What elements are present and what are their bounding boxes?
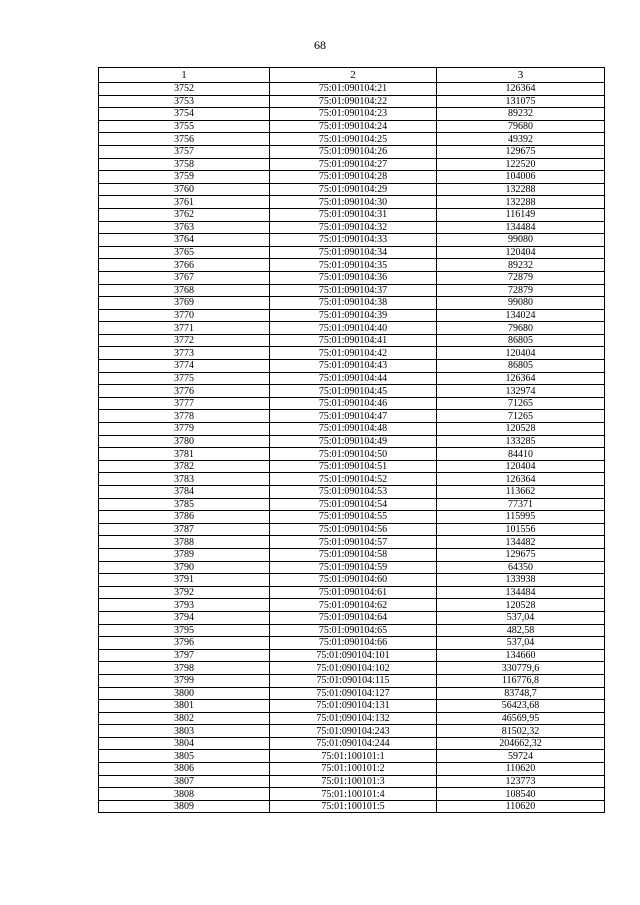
value-cell: 120404 bbox=[437, 246, 605, 259]
row-number-cell: 3781 bbox=[99, 448, 270, 461]
value-cell: 56423,68 bbox=[437, 700, 605, 713]
table-row bbox=[99, 662, 605, 675]
cadastral-number-cell: 75:01:090104:60 bbox=[270, 574, 437, 587]
value-cell: 133285 bbox=[437, 435, 605, 448]
row-number-cell: 3796 bbox=[99, 637, 270, 650]
table-row bbox=[99, 498, 605, 511]
value-cell: 123773 bbox=[437, 775, 605, 788]
value-cell: 126364 bbox=[437, 372, 605, 385]
table-row bbox=[99, 448, 605, 461]
value-cell: 132288 bbox=[437, 196, 605, 209]
cadastral-number-cell: 75:01:090104:45 bbox=[270, 385, 437, 398]
row-number-cell: 3763 bbox=[99, 221, 270, 234]
value-cell: 126364 bbox=[437, 473, 605, 486]
table-row bbox=[99, 473, 605, 486]
table-row bbox=[99, 637, 605, 650]
cadastral-number-cell: 75:01:100101:3 bbox=[270, 775, 437, 788]
cadastral-number-cell: 75:01:090104:40 bbox=[270, 322, 437, 335]
table-row bbox=[99, 120, 605, 133]
row-number-cell: 3797 bbox=[99, 649, 270, 662]
table-row bbox=[99, 725, 605, 738]
value-cell: 134024 bbox=[437, 309, 605, 322]
value-cell: 115995 bbox=[437, 511, 605, 524]
table-body bbox=[99, 83, 605, 813]
cadastral-number-cell: 75:01:090104:64 bbox=[270, 611, 437, 624]
cadastral-number-cell: 75:01:090104:62 bbox=[270, 599, 437, 612]
value-cell: 113662 bbox=[437, 486, 605, 499]
row-number-cell: 3770 bbox=[99, 309, 270, 322]
cadastral-number-cell: 75:01:090104:102 bbox=[270, 662, 437, 675]
row-number-cell: 3757 bbox=[99, 145, 270, 158]
value-cell: 64350 bbox=[437, 561, 605, 574]
table-row bbox=[99, 360, 605, 373]
value-cell: 72879 bbox=[437, 271, 605, 284]
row-number-cell: 3772 bbox=[99, 334, 270, 347]
cadastral-number-cell: 75:01:090104:42 bbox=[270, 347, 437, 360]
cadastral-number-cell: 75:01:090104:41 bbox=[270, 334, 437, 347]
cadastral-number-cell: 75:01:090104:127 bbox=[270, 687, 437, 700]
column-header-2: 2 bbox=[270, 68, 437, 83]
table-row bbox=[99, 435, 605, 448]
value-cell: 116776,8 bbox=[437, 674, 605, 687]
value-cell: 71265 bbox=[437, 397, 605, 410]
table-row bbox=[99, 548, 605, 561]
cadastral-number-cell: 75:01:090104:35 bbox=[270, 259, 437, 272]
table-row bbox=[99, 372, 605, 385]
table-row bbox=[99, 334, 605, 347]
table-row bbox=[99, 750, 605, 763]
value-cell: 134660 bbox=[437, 649, 605, 662]
row-number-cell: 3760 bbox=[99, 183, 270, 196]
row-number-cell: 3768 bbox=[99, 284, 270, 297]
cadastral-number-cell: 75:01:090104:33 bbox=[270, 234, 437, 247]
header-row bbox=[99, 68, 605, 83]
cadastral-number-cell: 75:01:090104:56 bbox=[270, 523, 437, 536]
row-number-cell: 3762 bbox=[99, 208, 270, 221]
data-table bbox=[98, 67, 605, 813]
row-number-cell: 3789 bbox=[99, 548, 270, 561]
value-cell: 83748,7 bbox=[437, 687, 605, 700]
cadastral-number-cell: 75:01:100101:5 bbox=[270, 800, 437, 813]
value-cell: 89232 bbox=[437, 108, 605, 121]
value-cell: 84410 bbox=[437, 448, 605, 461]
value-cell: 86805 bbox=[437, 360, 605, 373]
cadastral-number-cell: 75:01:090104:34 bbox=[270, 246, 437, 259]
table-row bbox=[99, 133, 605, 146]
row-number-cell: 3778 bbox=[99, 410, 270, 423]
table-row bbox=[99, 737, 605, 750]
table-row bbox=[99, 171, 605, 184]
row-number-cell: 3787 bbox=[99, 523, 270, 536]
cadastral-number-cell: 75:01:090104:46 bbox=[270, 397, 437, 410]
cadastral-number-cell: 75:01:100101:4 bbox=[270, 788, 437, 801]
row-number-cell: 3765 bbox=[99, 246, 270, 259]
value-cell: 77371 bbox=[437, 498, 605, 511]
table-row bbox=[99, 486, 605, 499]
table-row bbox=[99, 611, 605, 624]
table-row bbox=[99, 763, 605, 776]
row-number-cell: 3769 bbox=[99, 297, 270, 310]
cadastral-number-cell: 75:01:090104:43 bbox=[270, 360, 437, 373]
cadastral-number-cell: 75:01:090104:132 bbox=[270, 712, 437, 725]
value-cell: 120404 bbox=[437, 347, 605, 360]
value-cell: 126364 bbox=[437, 83, 605, 96]
row-number-cell: 3799 bbox=[99, 674, 270, 687]
table-row bbox=[99, 624, 605, 637]
row-number-cell: 3759 bbox=[99, 171, 270, 184]
cadastral-number-cell: 75:01:090104:25 bbox=[270, 133, 437, 146]
cadastral-number-cell: 75:01:090104:38 bbox=[270, 297, 437, 310]
value-cell: 131075 bbox=[437, 95, 605, 108]
value-cell: 133938 bbox=[437, 574, 605, 587]
value-cell: 129675 bbox=[437, 548, 605, 561]
table-row bbox=[99, 158, 605, 171]
cadastral-number-cell: 75:01:090104:44 bbox=[270, 372, 437, 385]
cadastral-number-cell: 75:01:090104:36 bbox=[270, 271, 437, 284]
cadastral-number-cell: 75:01:090104:59 bbox=[270, 561, 437, 574]
table-row bbox=[99, 397, 605, 410]
row-number-cell: 3767 bbox=[99, 271, 270, 284]
row-number-cell: 3776 bbox=[99, 385, 270, 398]
cadastral-number-cell: 75:01:090104:66 bbox=[270, 637, 437, 650]
row-number-cell: 3775 bbox=[99, 372, 270, 385]
table-row bbox=[99, 599, 605, 612]
table-row bbox=[99, 297, 605, 310]
value-cell: 101556 bbox=[437, 523, 605, 536]
value-cell: 79680 bbox=[437, 120, 605, 133]
value-cell: 120404 bbox=[437, 460, 605, 473]
cadastral-number-cell: 75:01:090104:58 bbox=[270, 548, 437, 561]
table-row bbox=[99, 536, 605, 549]
row-number-cell: 3752 bbox=[99, 83, 270, 96]
cadastral-number-cell: 75:01:090104:115 bbox=[270, 674, 437, 687]
cadastral-number-cell: 75:01:090104:61 bbox=[270, 586, 437, 599]
row-number-cell: 3755 bbox=[99, 120, 270, 133]
table-row bbox=[99, 246, 605, 259]
row-number-cell: 3761 bbox=[99, 196, 270, 209]
value-cell: 116149 bbox=[437, 208, 605, 221]
cadastral-number-cell: 75:01:090104:29 bbox=[270, 183, 437, 196]
row-number-cell: 3779 bbox=[99, 423, 270, 436]
cadastral-number-cell: 75:01:100101:2 bbox=[270, 763, 437, 776]
row-number-cell: 3784 bbox=[99, 486, 270, 499]
table-row bbox=[99, 423, 605, 436]
cadastral-number-cell: 75:01:090104:54 bbox=[270, 498, 437, 511]
cadastral-number-cell: 75:01:090104:131 bbox=[270, 700, 437, 713]
table-row bbox=[99, 410, 605, 423]
row-number-cell: 3773 bbox=[99, 347, 270, 360]
cadastral-number-cell: 75:01:090104:52 bbox=[270, 473, 437, 486]
table-row bbox=[99, 574, 605, 587]
table-row bbox=[99, 511, 605, 524]
cadastral-number-cell: 75:01:090104:101 bbox=[270, 649, 437, 662]
row-number-cell: 3777 bbox=[99, 397, 270, 410]
table-row bbox=[99, 586, 605, 599]
table-row bbox=[99, 259, 605, 272]
table-row bbox=[99, 221, 605, 234]
value-cell: 108540 bbox=[437, 788, 605, 801]
value-cell: 120528 bbox=[437, 423, 605, 436]
row-number-cell: 3764 bbox=[99, 234, 270, 247]
value-cell: 104006 bbox=[437, 171, 605, 184]
page-number: 68 bbox=[314, 38, 326, 52]
cadastral-number-cell: 75:01:090104:47 bbox=[270, 410, 437, 423]
row-number-cell: 3805 bbox=[99, 750, 270, 763]
row-number-cell: 3782 bbox=[99, 460, 270, 473]
row-number-cell: 3804 bbox=[99, 737, 270, 750]
table-row bbox=[99, 775, 605, 788]
value-cell: 132974 bbox=[437, 385, 605, 398]
row-number-cell: 3802 bbox=[99, 712, 270, 725]
table-row bbox=[99, 788, 605, 801]
table-row bbox=[99, 561, 605, 574]
value-cell: 134482 bbox=[437, 536, 605, 549]
row-number-cell: 3808 bbox=[99, 788, 270, 801]
row-number-cell: 3806 bbox=[99, 763, 270, 776]
value-cell: 110620 bbox=[437, 800, 605, 813]
row-number-cell: 3793 bbox=[99, 599, 270, 612]
row-number-cell: 3783 bbox=[99, 473, 270, 486]
row-number-cell: 3754 bbox=[99, 108, 270, 121]
table-row bbox=[99, 385, 605, 398]
cadastral-number-cell: 75:01:090104:48 bbox=[270, 423, 437, 436]
value-cell: 204662,32 bbox=[437, 737, 605, 750]
cadastral-number-cell: 75:01:090104:26 bbox=[270, 145, 437, 158]
cadastral-number-cell: 75:01:090104:57 bbox=[270, 536, 437, 549]
row-number-cell: 3795 bbox=[99, 624, 270, 637]
row-number-cell: 3809 bbox=[99, 800, 270, 813]
cadastral-number-cell: 75:01:090104:23 bbox=[270, 108, 437, 121]
table-row bbox=[99, 83, 605, 96]
table-row bbox=[99, 649, 605, 662]
table-row bbox=[99, 234, 605, 247]
row-number-cell: 3756 bbox=[99, 133, 270, 146]
row-number-cell: 3774 bbox=[99, 360, 270, 373]
row-number-cell: 3794 bbox=[99, 611, 270, 624]
table-row bbox=[99, 183, 605, 196]
value-cell: 99080 bbox=[437, 234, 605, 247]
cadastral-number-cell: 75:01:100101:1 bbox=[270, 750, 437, 763]
cadastral-number-cell: 75:01:090104:22 bbox=[270, 95, 437, 108]
cadastral-number-cell: 75:01:090104:27 bbox=[270, 158, 437, 171]
table-row bbox=[99, 208, 605, 221]
value-cell: 59724 bbox=[437, 750, 605, 763]
table-row bbox=[99, 712, 605, 725]
row-number-cell: 3758 bbox=[99, 158, 270, 171]
table-row bbox=[99, 271, 605, 284]
value-cell: 122520 bbox=[437, 158, 605, 171]
cadastral-number-cell: 75:01:090104:30 bbox=[270, 196, 437, 209]
value-cell: 71265 bbox=[437, 410, 605, 423]
row-number-cell: 3791 bbox=[99, 574, 270, 587]
table-row bbox=[99, 108, 605, 121]
table-row bbox=[99, 95, 605, 108]
table-row bbox=[99, 347, 605, 360]
row-number-cell: 3800 bbox=[99, 687, 270, 700]
cadastral-number-cell: 75:01:090104:21 bbox=[270, 83, 437, 96]
row-number-cell: 3801 bbox=[99, 700, 270, 713]
value-cell: 89232 bbox=[437, 259, 605, 272]
value-cell: 134484 bbox=[437, 586, 605, 599]
value-cell: 79680 bbox=[437, 322, 605, 335]
value-cell: 72879 bbox=[437, 284, 605, 297]
value-cell: 132288 bbox=[437, 183, 605, 196]
row-number-cell: 3792 bbox=[99, 586, 270, 599]
table-row bbox=[99, 674, 605, 687]
table-row bbox=[99, 460, 605, 473]
row-number-cell: 3803 bbox=[99, 725, 270, 738]
row-number-cell: 3790 bbox=[99, 561, 270, 574]
value-cell: 120528 bbox=[437, 599, 605, 612]
value-cell: 134484 bbox=[437, 221, 605, 234]
value-cell: 49392 bbox=[437, 133, 605, 146]
value-cell: 110620 bbox=[437, 763, 605, 776]
row-number-cell: 3788 bbox=[99, 536, 270, 549]
table-row bbox=[99, 523, 605, 536]
cadastral-number-cell: 75:01:090104:24 bbox=[270, 120, 437, 133]
row-number-cell: 3785 bbox=[99, 498, 270, 511]
table-row bbox=[99, 687, 605, 700]
row-number-cell: 3766 bbox=[99, 259, 270, 272]
row-number-cell: 3771 bbox=[99, 322, 270, 335]
value-cell: 537,04 bbox=[437, 637, 605, 650]
value-cell: 537,04 bbox=[437, 611, 605, 624]
row-number-cell: 3786 bbox=[99, 511, 270, 524]
cadastral-number-cell: 75:01:090104:55 bbox=[270, 511, 437, 524]
value-cell: 482,58 bbox=[437, 624, 605, 637]
cadastral-number-cell: 75:01:090104:53 bbox=[270, 486, 437, 499]
table-row bbox=[99, 800, 605, 813]
column-header-1: 1 bbox=[99, 68, 270, 83]
cadastral-number-cell: 75:01:090104:28 bbox=[270, 171, 437, 184]
value-cell: 86805 bbox=[437, 334, 605, 347]
value-cell: 81502,32 bbox=[437, 725, 605, 738]
cadastral-number-cell: 75:01:090104:244 bbox=[270, 737, 437, 750]
cadastral-number-cell: 75:01:090104:32 bbox=[270, 221, 437, 234]
row-number-cell: 3807 bbox=[99, 775, 270, 788]
table-row bbox=[99, 196, 605, 209]
column-header-3: 3 bbox=[437, 68, 605, 83]
row-number-cell: 3753 bbox=[99, 95, 270, 108]
cadastral-number-cell: 75:01:090104:31 bbox=[270, 208, 437, 221]
table-row bbox=[99, 322, 605, 335]
cadastral-number-cell: 75:01:090104:51 bbox=[270, 460, 437, 473]
cadastral-number-cell: 75:01:090104:243 bbox=[270, 725, 437, 738]
value-cell: 99080 bbox=[437, 297, 605, 310]
table-row bbox=[99, 700, 605, 713]
cadastral-number-cell: 75:01:090104:50 bbox=[270, 448, 437, 461]
table-row bbox=[99, 284, 605, 297]
value-cell: 129675 bbox=[437, 145, 605, 158]
table-row bbox=[99, 145, 605, 158]
cadastral-number-cell: 75:01:090104:49 bbox=[270, 435, 437, 448]
row-number-cell: 3780 bbox=[99, 435, 270, 448]
value-cell: 46569,95 bbox=[437, 712, 605, 725]
row-number-cell: 3798 bbox=[99, 662, 270, 675]
cadastral-number-cell: 75:01:090104:65 bbox=[270, 624, 437, 637]
value-cell: 330779,6 bbox=[437, 662, 605, 675]
cadastral-number-cell: 75:01:090104:39 bbox=[270, 309, 437, 322]
cadastral-number-cell: 75:01:090104:37 bbox=[270, 284, 437, 297]
table-row bbox=[99, 309, 605, 322]
